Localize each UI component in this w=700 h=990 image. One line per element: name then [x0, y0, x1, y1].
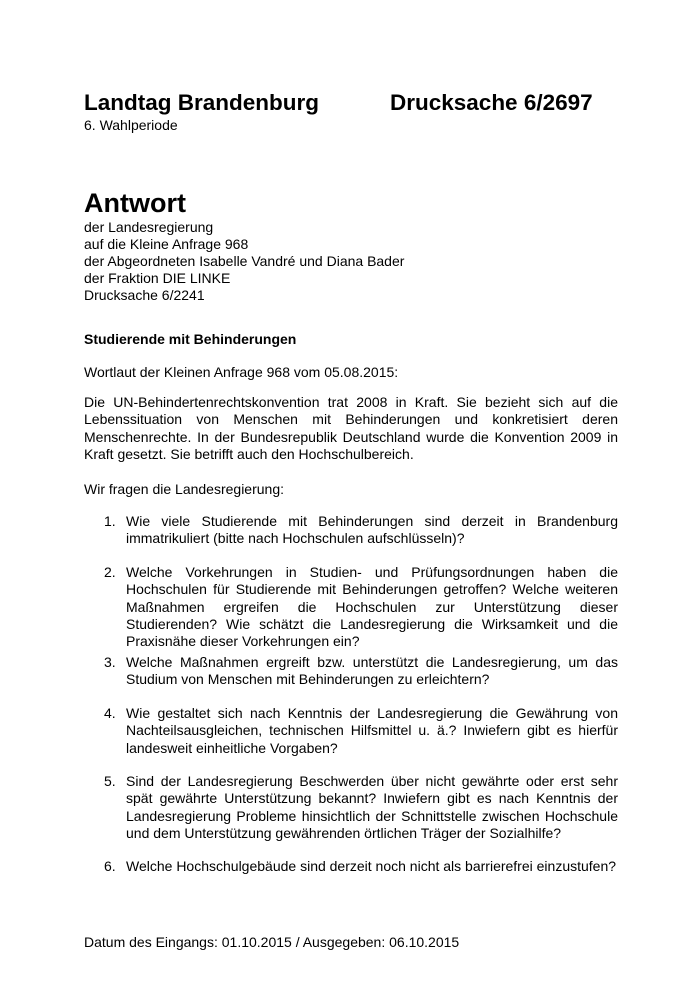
election-period: 6. Wahlperiode [84, 117, 178, 133]
questions-intro: Wir fragen die Landesregierung: [84, 481, 285, 497]
question-text: Wie gestaltet sich nach Kenntnis der Landesregierung die Gewährung von Nachteilsausgleichen, technischen Hilfsmittel u. ä.? Inwiefern gibt es hierfür landesweit einheitliche Vorgaben? [126, 705, 618, 756]
question-number: 6. [104, 858, 116, 874]
document-number: Drucksache 6/2697 [390, 90, 593, 115]
question-number: 1. [104, 513, 116, 529]
question-text: Welche Hochschulgebäude sind derzeit noch nicht als barrierefrei einzustufen? [126, 858, 617, 874]
parliament-name: Landtag Brandenburg [84, 90, 319, 115]
page-title: Antwort [84, 188, 186, 218]
question-item [104, 654, 618, 689]
question-text: Wie viele Studierende mit Behinderungen sind derzeit in Brandenburg immatrikuliert (bitte nach Hochschulen aufschlüsseln)? [126, 513, 618, 547]
question-item [104, 858, 618, 875]
question-item [104, 513, 618, 548]
inquiry-wording-label: Wortlaut der Kleinen Anfrage 968 vom 05.08.2015: [84, 364, 399, 380]
question-number: 5. [104, 773, 116, 789]
question-number: 2. [104, 564, 116, 580]
question-text: Sind der Landesregierung Beschwerden über nicht gewährte oder erst sehr spät gewährte Unterstützung bekannt? Inwiefern gibt es nach Kenntnis der Landesregierung Probleme hinsichtlich der Schnittstelle zwischen Hochschule und dem Unterstützung gewährenden örtlichen Träger der Sozialhilfe? [126, 773, 618, 841]
question-item [104, 705, 618, 757]
question-text: Welche Vorkehrungen in Studien- und Prüfungsordnungen haben die Hochschulen für Studierende mit Behinderungen getroffen? Welche weiteren Maßnahmen ergreifen die Hochschulen zur Unterstützung dieser Studierenden? Wie schätzt die Landesregierung die Wirksamkeit und die Praxisnähe dieser Vorkehrungen ein? [126, 564, 618, 650]
addressee-line: der Landesregierung [84, 219, 214, 235]
answer-addressee [84, 219, 404, 304]
question-number: 4. [104, 705, 116, 721]
question-number: 3. [104, 654, 116, 670]
question-text: Welche Maßnahmen ergreift bzw. unterstützt die Landesregierung, um das Studium von Menschen mit Behinderungen zu erleichtern? [126, 654, 618, 688]
question-item [104, 773, 618, 842]
addressee-line: Drucksache 6/2241 [84, 287, 205, 303]
question-item [104, 564, 618, 650]
subject-heading: Studierende mit Behinderungen [84, 331, 297, 347]
addressee-line: der Fraktion DIE LINKE [84, 270, 231, 286]
addressee-line: der Abgeordneten Isabelle Vandré und Diana Bader [84, 253, 405, 269]
addressee-line: auf die Kleine Anfrage 968 [84, 236, 249, 252]
intro-paragraph: Die UN-Behindertenrechtskonvention trat 2008 in Kraft. Sie bezieht sich auf die Lebenssituation von Menschen mit Behinderungen und konkretisiert deren Menschenrechte. In der Bundesrepublik Deutschland wurde die Konvention 2009 in Kraft gesetzt. Sie betrifft auch den Hochschulbereich. [84, 394, 618, 462]
date-footer: Datum des Eingangs: 01.10.2015 / Ausgegeben: 06.10.2015 [84, 934, 460, 950]
